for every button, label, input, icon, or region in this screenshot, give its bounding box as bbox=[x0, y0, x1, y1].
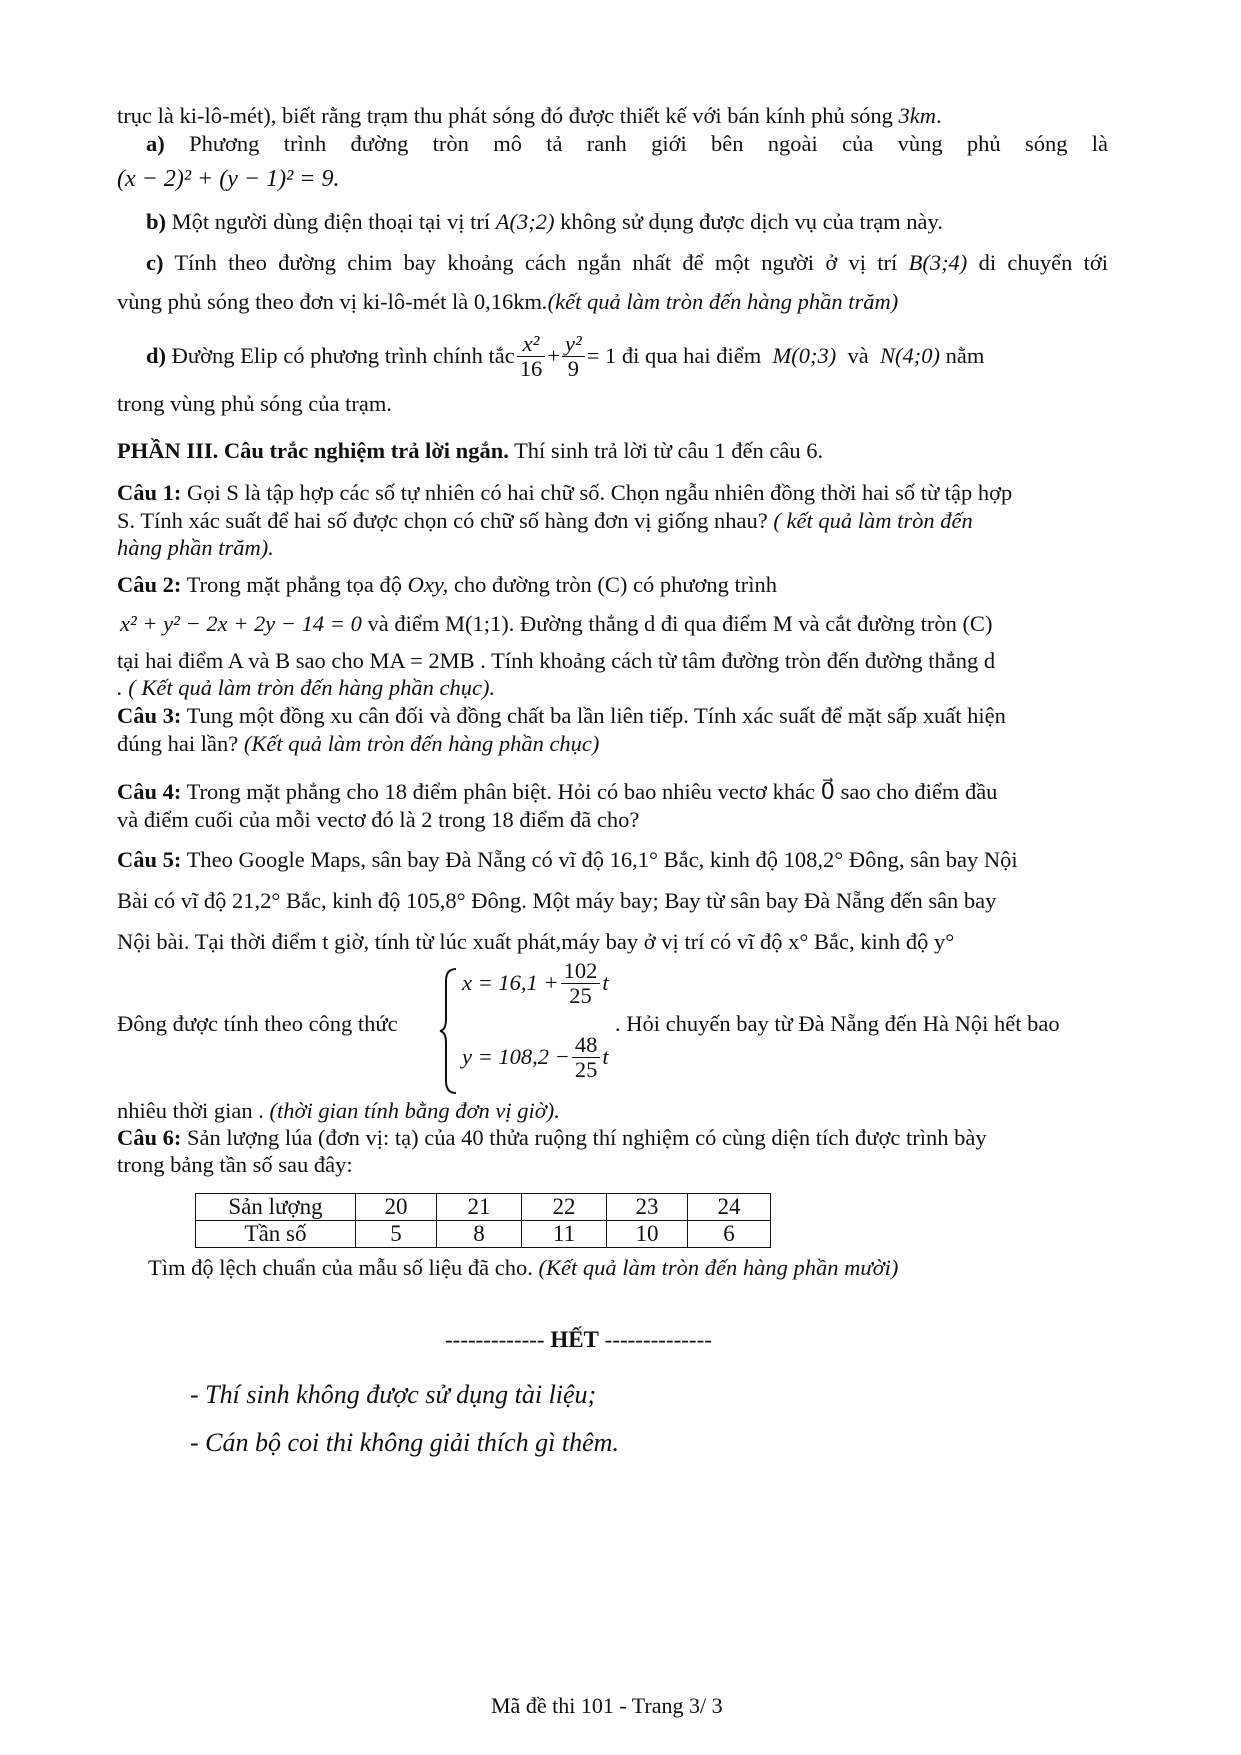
fraction-y2-9: $\frac{\text{y²}}{9}$ bbox=[562, 332, 585, 380]
question-1-line2: S. Tính xác suất để hai số được chọn có chữ số hàng đơn vị giống nhau? ( kết quả làm tròn đến bbox=[117, 508, 973, 533]
question-5-line2: Bài có vĩ độ 21,2° Bắc, kinh độ 105,8° Đông. Một máy bay; Bay từ sân bay Đà Nẵng đến sân bay bbox=[117, 888, 997, 913]
table-row bbox=[196, 1221, 771, 1248]
table-cell: 22 bbox=[522, 1194, 607, 1221]
table-cell: 21 bbox=[437, 1194, 522, 1221]
question-2-line3: tại hai điểm A và B sao cho MA = 2MB . Tính khoảng cách từ tâm đường tròn đến đường thẳng d bbox=[117, 648, 996, 673]
end-note-2: - Cán bộ coi thi không giải thích gì thêm. bbox=[190, 1428, 619, 1457]
item-d-line2: trong vùng phủ sóng của trạm. bbox=[117, 391, 392, 416]
question-1-line1: Câu 1: Gọi S là tập hợp các số tự nhiên có hai chữ số. Chọn ngẫu nhiên đồng thời hai số từ tập hợp bbox=[117, 480, 1013, 505]
question-5-line4b: . Hỏi chuyến bay từ Đà Nẵng đến Hà Nội hết bao bbox=[615, 1011, 1060, 1036]
item-d-line1: d) Đường Elip có phương trình chính tắc $\frac{\text{x²}}{16}$ + $\frac{\text{y²}}{9}$ = 1 đi qua hai điểm M(0;3) và N(4;0) nằm bbox=[146, 330, 985, 381]
question-2-line2: x² + y² − 2x + 2y − 14 = 0 và điểm M(1;1). Đường thẳng d đi qua điểm M và cắt đường tròn (C) bbox=[120, 611, 993, 636]
table-cell: 10 bbox=[607, 1221, 688, 1248]
item-c-line1: c) Tính theo đường chim bay khoảng cách ngắn nhất để một người ở vị trí B(3;4) di chuyển tới bbox=[146, 250, 1109, 275]
question-5-line1: Câu 5: Theo Google Maps, sân bay Đà Nẵng có vĩ độ 16,1° Bắc, kinh độ 108,2° Đông, sân bay Nội bbox=[117, 847, 1018, 872]
system-eq-2: y = 108,2 − $\frac{48}{25}$ t bbox=[462, 1032, 609, 1082]
question-6-line1: Câu 6: Sản lượng lúa (đơn vị: tạ) của 40 thửa ruộng thí nghiệm có cùng diện tích được trình bày bbox=[117, 1125, 987, 1150]
table-cell: Tần số bbox=[196, 1221, 356, 1248]
frequency-table bbox=[195, 1193, 771, 1248]
table-cell: Sản lượng bbox=[196, 1194, 356, 1221]
question-2-line4: . ( Kết quả làm tròn đến hàng phần chục). bbox=[117, 675, 496, 700]
left-brace-icon bbox=[438, 967, 460, 1095]
system-eq-1: x = 16,1 + $\frac{102}{25}$ t bbox=[462, 958, 609, 1008]
table-cell: 23 bbox=[607, 1194, 688, 1221]
table-cell: 20 bbox=[356, 1194, 437, 1221]
table-row bbox=[196, 1194, 771, 1221]
page-footer: Mã đề thi 101 - Trang 3/ 3 bbox=[491, 1693, 723, 1718]
intro-line: trục là ki-lô-mét), biết rằng trạm thu phát sóng đó được thiết kế với bán kính phủ sóng 3km. bbox=[117, 103, 942, 128]
table-cell: 6 bbox=[688, 1221, 771, 1248]
question-5-line5: nhiêu thời gian . (thời gian tính bằng đơn vị giờ). bbox=[117, 1098, 560, 1123]
question-3-line2: đúng hai lần? (Kết quả làm tròn đến hàng phần chục) bbox=[117, 731, 600, 756]
question-1-line3: hàng phần trăm). bbox=[117, 535, 274, 560]
table-cell: 11 bbox=[522, 1221, 607, 1248]
table-cell: 8 bbox=[437, 1221, 522, 1248]
question-2-line1: Câu 2: Trong mặt phẳng tọa độ Oxy, cho đường tròn (C) có phương trình bbox=[117, 572, 778, 597]
section-3-heading: PHẦN III. Câu trắc nghiệm trả lời ngắn. Thí sinh trả lời từ câu 1 đến câu 6. bbox=[117, 438, 824, 463]
item-b: b) Một người dùng điện thoại tại vị trí A(3;2) không sử dụng được dịch vụ của trạm này. bbox=[146, 209, 943, 234]
end-marker: ------------- HẾT -------------- bbox=[445, 1327, 712, 1352]
question-3-line1: Câu 3: Tung một đồng xu cân đối và đồng chất ba lần liên tiếp. Tính xác suất để mặt sấp xuất hiện bbox=[117, 703, 1006, 728]
item-c-line2: vùng phủ sóng theo đơn vị ki-lô-mét là 0,16km.(kết quả làm tròn đến hàng phần trăm) bbox=[117, 289, 899, 314]
question-5-line3: Nội bài. Tại thời điểm t giờ, tính từ lúc xuất phát,máy bay ở vị trí có vĩ độ x° Bắc, kinh độ y° bbox=[117, 929, 955, 954]
question-4-line1: Câu 4: Trong mặt phẳng cho 18 điểm phân biệt. Hỏi có bao nhiêu vectơ khác 0⃗ sao cho điểm đầu bbox=[117, 779, 998, 804]
question-6-after: Tìm độ lệch chuẩn của mẫu số liệu đã cho. (Kết quả làm tròn đến hàng phần mười) bbox=[148, 1255, 899, 1280]
table-cell: 5 bbox=[356, 1221, 437, 1248]
question-6-line2: trong bảng tần số sau đây: bbox=[117, 1152, 353, 1177]
end-note-1: - Thí sinh không được sử dụng tài liệu; bbox=[190, 1380, 597, 1409]
fraction-x2-16: $\frac{\text{x²}}{16}$ bbox=[517, 332, 546, 380]
question-4-line2: và điểm cuối của mỗi vectơ đó là 2 trong 18 điểm đã cho? bbox=[117, 807, 640, 832]
question-5-line4a: Đông được tính theo công thức bbox=[117, 1011, 398, 1036]
item-a-equation: (x − 2)² + (y − 1)² = 9. bbox=[117, 166, 340, 192]
table-cell: 24 bbox=[688, 1194, 771, 1221]
item-a-line1: a) Phương trình đường tròn mô tả ranh giới bên ngoài của vùng phủ sóng là bbox=[146, 131, 1109, 156]
